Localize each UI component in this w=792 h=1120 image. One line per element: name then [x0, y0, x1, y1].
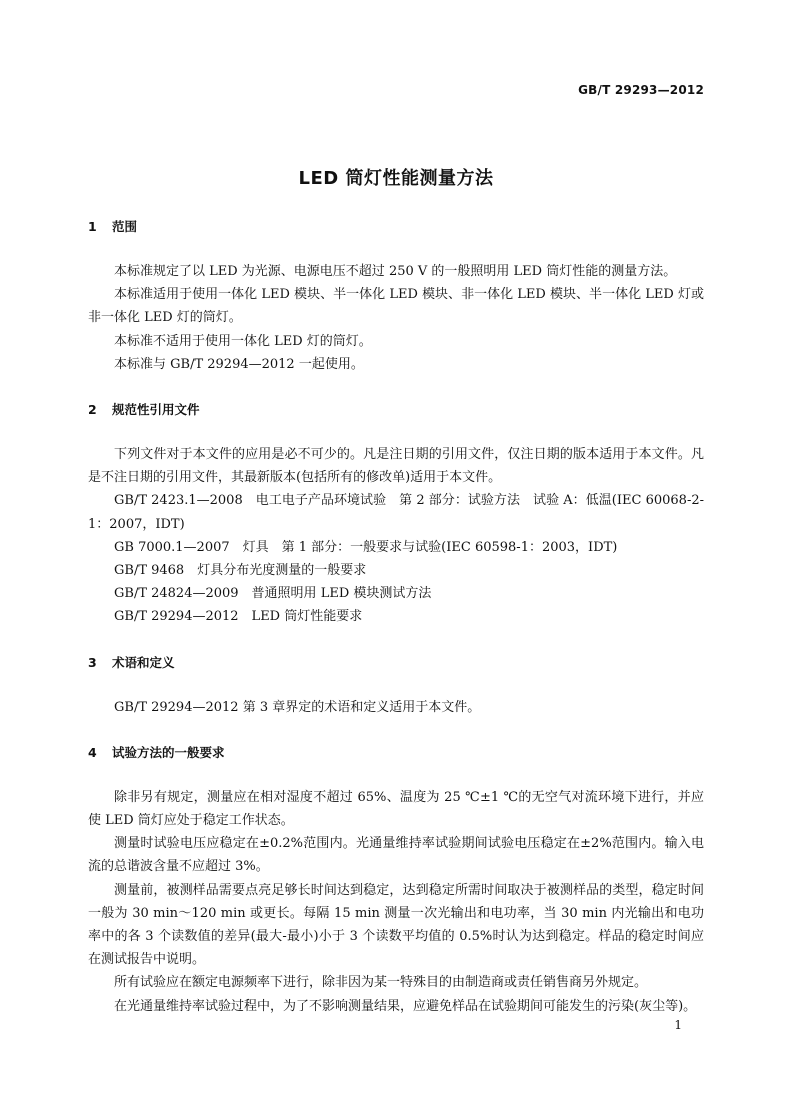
- paragraph: 除非另有规定，测量应在相对湿度不超过 65%、温度为 25 ℃±1 ℃的无空气对流环境下进行，并应使 LED 筒灯应处于稳定工作状态。: [88, 789, 704, 829]
- section-number: 2: [88, 402, 97, 418]
- document-body: [88, 215, 704, 1036]
- reference-item: GB/T 9468 灯具分布光度测量的一般要求: [114, 563, 367, 579]
- section-number: 3: [88, 654, 97, 670]
- paragraph: 测量时试验电压应稳定在±0.2%范围内。光通量维持率试验期间试验电压稳定在±2%范围内。输入电流的总谐波含量不应超过 3%。: [88, 836, 704, 875]
- section-number: 4: [88, 744, 97, 760]
- standard-code: GB/T 29293—2012: [578, 83, 704, 97]
- section-title: 规范性引用文件: [112, 402, 200, 418]
- section-scope: [88, 215, 704, 376]
- section-title: 范围: [112, 219, 138, 234]
- paragraph: 测量前，被测样品需要点亮足够长时间达到稳定，达到稳定所需时间取决于被测样品的类型，稳定时间一般为 30 min～120 min 或更长。每隔 15 min 测量一次光输出和电功率，当 30 min 内光输出和电功率中的各 3 个读数值的差异(最大-最小)小于 3 个读数平均值的 0.5%时认为达到稳定。样品的稳定时间应在测试报告中说明。: [88, 882, 704, 968]
- paragraph: 下列文件对于本文件的应用是必不可少的。凡是注日期的引用文件，仅注日期的版本适用于本文件。凡是不注日期的引用文件，其最新版本(包括所有的修改单)适用于本文件。: [88, 447, 704, 486]
- section-terms-definitions: [88, 651, 704, 719]
- section-heading: [88, 398, 704, 421]
- section-heading: [88, 651, 704, 674]
- paragraph: 本标准不适用于使用一体化 LED 灯的筒灯。: [114, 333, 372, 349]
- paragraph: GB/T 29294—2012 第 3 章界定的术语和定义适用于本文件。: [114, 699, 481, 715]
- paragraph: 所有试验应在额定电源频率下进行，除非因为某一特殊目的由制造商或责任销售商另外规定。: [114, 975, 648, 991]
- page-number: 1: [674, 1018, 682, 1032]
- section-number: 1: [88, 219, 97, 234]
- paragraph: 本标准规定了以 LED 为光源、电源电压不超过 250 V 的一般照明用 LED 筒灯性能的测量方法。: [114, 264, 677, 279]
- paragraph: 在光通量维持率试验过程中，为了不影响测量结果，应避免样品在试验期间可能发生的污染(灰尘等)。: [114, 998, 697, 1014]
- section-title: 试验方法的一般要求: [112, 744, 225, 760]
- reference-item: GB/T 24824—2009 普通照明用 LED 模块测试方法: [114, 586, 432, 602]
- reference-item: GB 7000.1—2007 灯具 第 1 部分：一般要求与试验(IEC 60598-1：2003，IDT): [114, 539, 618, 555]
- paragraph: 本标准适用于使用一体化 LED 模块、半一体化 LED 模块、非一体化 LED 模块、半一体化 LED 灯或非一体化 LED 灯的筒灯。: [88, 287, 704, 326]
- paragraph: 本标准与 GB/T 29294—2012 一起使用。: [114, 356, 364, 372]
- section-normative-references: [88, 398, 704, 629]
- section-heading: [88, 741, 704, 764]
- reference-item: GB/T 29294—2012 LED 筒灯性能要求: [114, 609, 363, 625]
- section-heading: [88, 215, 704, 238]
- document-title: LED 筒灯性能测量方法: [298, 168, 494, 190]
- reference-item: GB/T 2423.1—2008 电工电子产品环境试验 第 2 部分：试验方法 试验 A：低温(IEC 60068-2-1：2007，IDT): [88, 493, 704, 532]
- section-general-requirements: [88, 741, 704, 1018]
- section-title: 术语和定义: [112, 654, 175, 670]
